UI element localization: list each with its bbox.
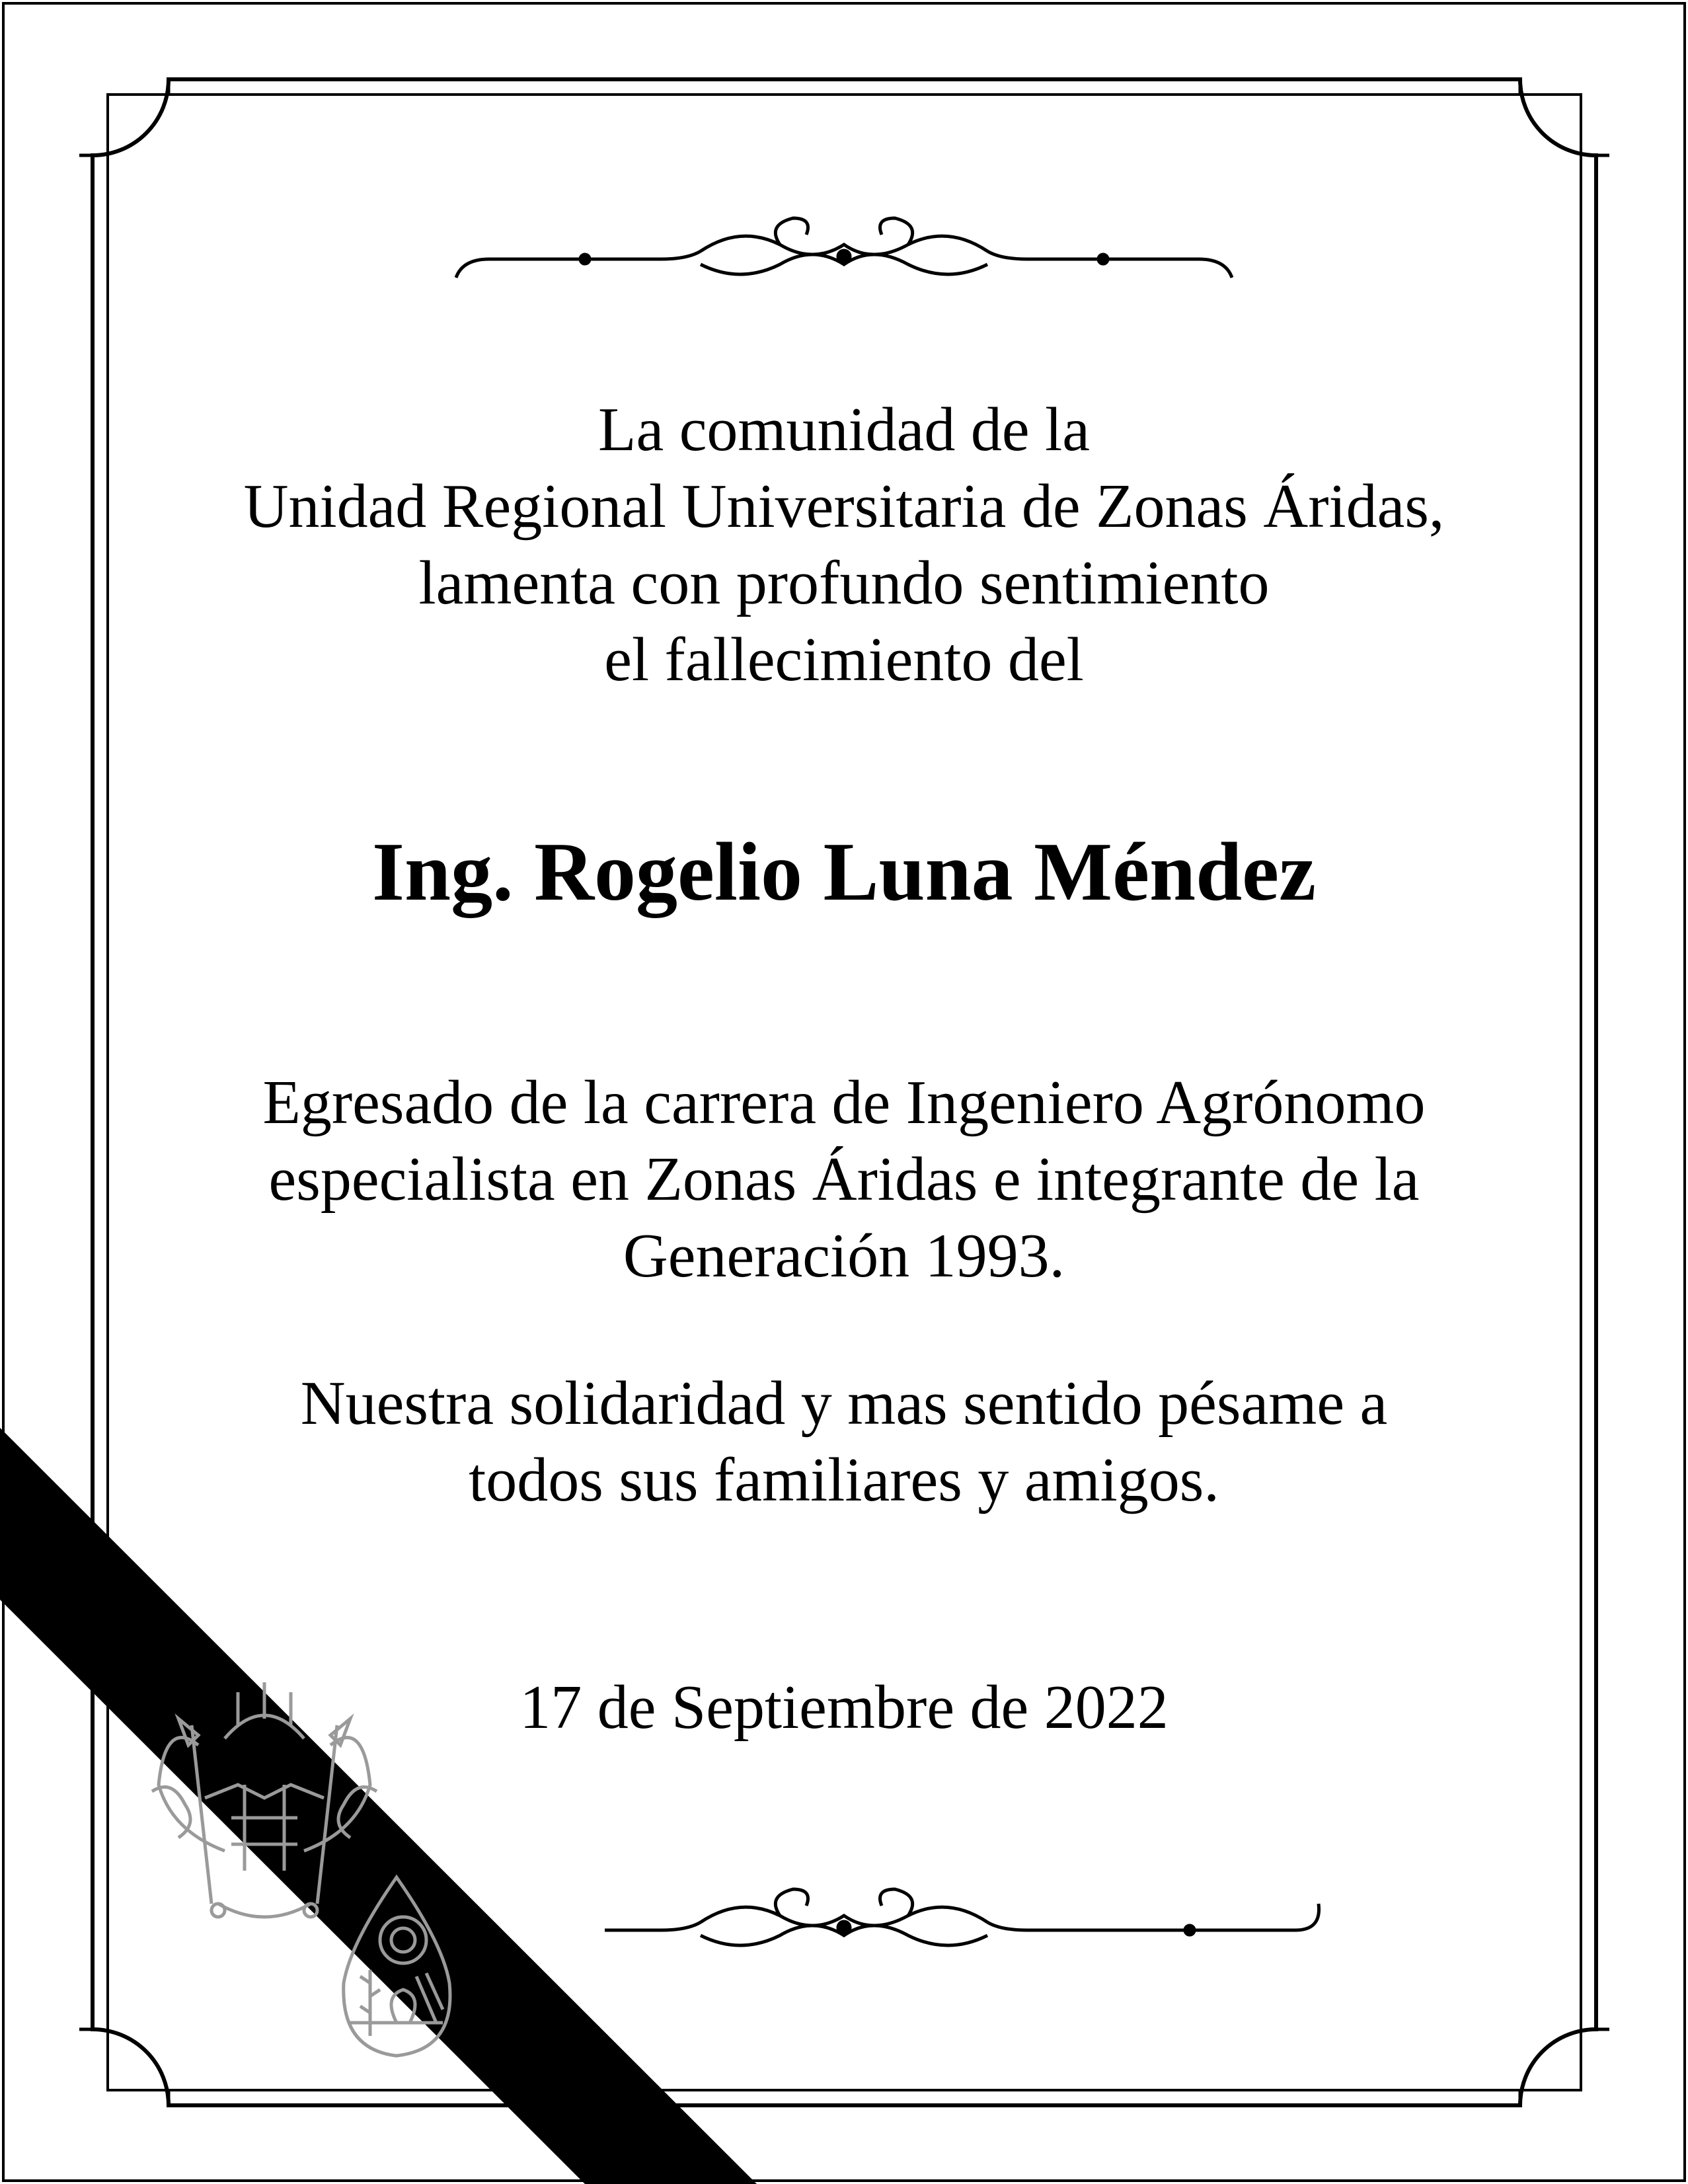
- intro-line: el fallecimiento del: [604, 625, 1084, 694]
- bio-line: Generación 1993.: [623, 1222, 1065, 1290]
- intro-line: Unidad Regional Universitaria de Zonas Áridas,: [243, 472, 1445, 541]
- date-text: 17 de Septiembre de 2022: [519, 1673, 1169, 1742]
- bio-line: especialista en Zonas Áridas e integrante de la: [268, 1145, 1420, 1214]
- condolence-line: todos sus familiares y amigos.: [469, 1446, 1219, 1514]
- intro-line: La comunidad de la: [598, 395, 1090, 464]
- condolence-line: Nuestra solidaridad y mas sentido pésame a: [300, 1369, 1388, 1438]
- deceased-name: Ing. Rogelio Luna Méndez: [371, 826, 1317, 918]
- bio-line: Egresado de la carrera de Ingeniero Agrónomo: [262, 1068, 1426, 1137]
- intro-line: lamenta con profundo sentimiento: [418, 549, 1270, 617]
